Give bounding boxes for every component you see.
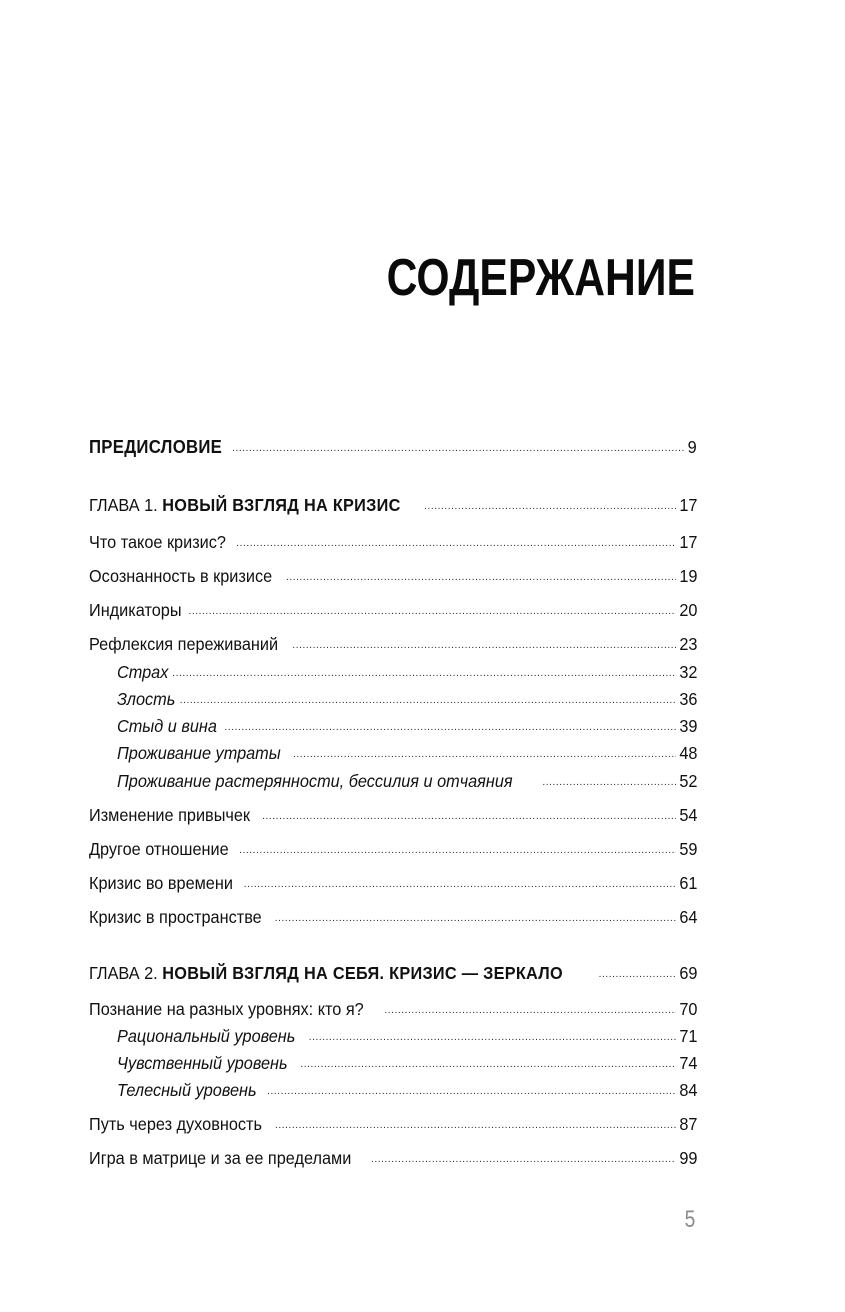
chapter-title: НОВЫЙ ВЗГЛЯД НА СЕБЯ. КРИЗИС — ЗЕРКАЛО	[162, 963, 563, 983]
toc-subentry[interactable]	[117, 1077, 697, 1101]
toc-entry-page: 69	[678, 963, 697, 983]
leader-dots	[262, 812, 675, 822]
toc-subentry[interactable]	[117, 686, 697, 710]
leader-dots	[172, 669, 675, 679]
toc-entry-label: Изменение привычек	[89, 805, 251, 825]
chapter-prefix: ГЛАВА 2.	[89, 963, 163, 983]
toc-entry-page: 32	[678, 662, 697, 682]
toc-subentry[interactable]	[117, 1050, 697, 1074]
toc-entry-page: 84	[678, 1080, 697, 1100]
toc-entry-label: Рациональный уровень	[117, 1026, 296, 1046]
leader-dots	[542, 778, 675, 788]
toc-entry-page: 59	[678, 839, 697, 859]
chapter-prefix: ГЛАВА 1.	[89, 495, 163, 515]
toc-entry-page: 70	[678, 999, 697, 1019]
toc-entry-label: Проживание растерянности, бессилия и отчаяния	[117, 771, 513, 791]
toc-entry-label: Игра в матрице и за ее пределами	[89, 1148, 352, 1168]
toc-chapter-2[interactable]	[89, 960, 697, 984]
toc-entry[interactable]	[89, 529, 697, 553]
leader-dots	[384, 1006, 675, 1016]
leader-dots	[424, 502, 675, 512]
toc-entry-label: ПРЕДИСЛОВИЕ	[89, 437, 223, 457]
toc-entry-label: Кризис в пространстве	[89, 907, 262, 927]
toc-entry-page: 99	[678, 1148, 697, 1168]
toc-entry-label: Что такое кризис?	[89, 532, 226, 552]
toc-entry[interactable]	[89, 802, 697, 826]
toc-entry[interactable]	[89, 1145, 697, 1169]
toc-entry-label: Другое отношение	[89, 839, 229, 859]
leader-dots	[236, 539, 675, 549]
toc-entry-label: Злость	[117, 689, 176, 709]
leader-dots	[267, 1087, 675, 1097]
toc-entry-page: 23	[678, 634, 697, 654]
toc-entry-label: Индикаторы	[89, 600, 182, 620]
toc-subentry[interactable]	[117, 740, 697, 764]
toc-entry-page: 20	[678, 600, 697, 620]
page-number: 5	[684, 1206, 695, 1233]
leader-dots	[300, 1060, 675, 1070]
toc-chapter-1[interactable]	[89, 492, 697, 516]
chapter-title: НОВЫЙ ВЗГЛЯД НА КРИЗИС	[162, 495, 401, 515]
leader-dots	[232, 444, 685, 454]
toc-entry-label: Проживание утраты	[117, 743, 281, 763]
toc-entry[interactable]	[89, 597, 697, 621]
leader-dots	[309, 1033, 676, 1043]
page-title: СОДЕРЖАНИЕ	[386, 249, 695, 307]
toc-entry[interactable]	[89, 870, 697, 894]
toc-entry-label: Стыд и вина	[117, 716, 217, 736]
toc-entry-label: Чувственный уровень	[117, 1053, 288, 1073]
leader-dots	[244, 880, 676, 890]
leader-dots	[188, 607, 675, 617]
toc-entry-page: 17	[678, 495, 697, 515]
toc-entry[interactable]	[89, 1111, 697, 1135]
toc-entry-label: Осознанность в кризисе	[89, 566, 273, 586]
leader-dots	[286, 573, 676, 583]
toc-subentry[interactable]	[117, 713, 697, 737]
leader-dots	[275, 914, 676, 924]
toc-entry-label: Путь через духовность	[89, 1114, 262, 1134]
leader-dots	[292, 641, 675, 651]
toc-subentry[interactable]	[117, 768, 697, 792]
toc-entry-page: 64	[678, 907, 697, 927]
toc-entry-page: 48	[678, 743, 697, 763]
toc-entry-label: Телесный уровень	[117, 1080, 257, 1100]
toc-entry-page: 71	[678, 1026, 697, 1046]
leader-dots	[293, 750, 676, 760]
toc-entry-page: 52	[678, 771, 697, 791]
leader-dots	[599, 970, 676, 980]
toc-entry-preface[interactable]	[89, 434, 697, 458]
toc-entry[interactable]	[89, 904, 697, 928]
toc-subentry[interactable]	[117, 659, 697, 683]
toc-entry-page: 39	[678, 716, 697, 736]
toc-entry[interactable]	[89, 563, 697, 587]
toc-entry-page: 36	[678, 689, 697, 709]
toc-entry[interactable]	[89, 836, 697, 860]
toc-entry-label: Страх	[117, 662, 169, 682]
leader-dots	[371, 1155, 676, 1165]
toc-entry[interactable]	[89, 996, 697, 1020]
toc-entry-page: 87	[678, 1114, 697, 1134]
toc-entry-page: 17	[678, 532, 697, 552]
toc-entry-page: 19	[678, 566, 697, 586]
toc-entry-label: Познание на разных уровнях: кто я?	[89, 999, 364, 1019]
toc-entry-label: Кризис во времени	[89, 873, 233, 893]
toc-subentry[interactable]	[117, 1023, 697, 1047]
toc-entry-page: 9	[687, 437, 697, 457]
toc-entry-page: 54	[678, 805, 697, 825]
leader-dots	[275, 1121, 676, 1131]
toc-entry-label: Рефлексия переживаний	[89, 634, 279, 654]
leader-dots	[224, 723, 675, 733]
toc-entry-page: 74	[678, 1053, 697, 1073]
toc-entry-page: 61	[678, 873, 697, 893]
toc-entry[interactable]	[89, 631, 697, 655]
leader-dots	[180, 696, 676, 706]
leader-dots	[239, 846, 675, 856]
